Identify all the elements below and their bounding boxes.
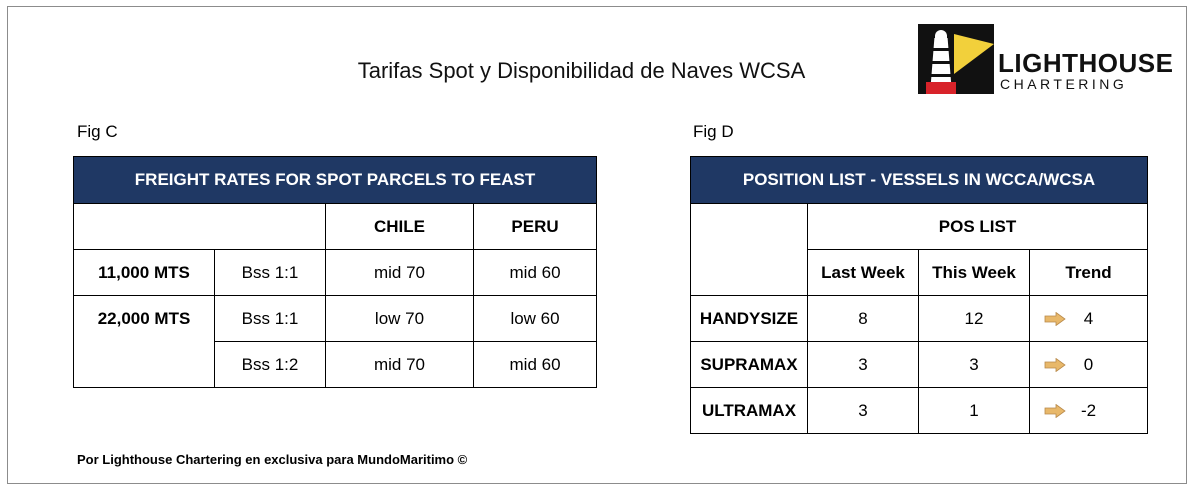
table-row — [74, 296, 597, 342]
trend-cell — [1030, 342, 1148, 388]
table-row — [691, 388, 1148, 434]
column-header-peru: PERU — [474, 204, 597, 250]
column-header-chile: CHILE — [326, 204, 474, 250]
column-header-trend: Trend — [1030, 250, 1148, 296]
chile-rate-cell: mid 70 — [326, 342, 474, 388]
peru-rate-cell: mid 60 — [474, 342, 597, 388]
position-list-table — [690, 156, 1148, 434]
last-week-cell: 3 — [808, 388, 919, 434]
table-row — [74, 250, 597, 296]
vessel-type-cell: HANDYSIZE — [691, 296, 808, 342]
peru-rate-cell: mid 60 — [474, 250, 597, 296]
logo-subtitle: CHARTERING — [1000, 76, 1128, 92]
fig-d-label: Fig D — [693, 122, 734, 141]
chile-rate-cell: mid 70 — [326, 250, 474, 296]
page-title: Tarifas Spot y Disponibilidad de Naves WCSA — [357, 58, 806, 83]
vessel-type-cell: SUPRAMAX — [691, 342, 808, 388]
last-week-cell: 8 — [808, 296, 919, 342]
freight-rates-table — [73, 156, 597, 388]
pos-list-header: POS LIST — [808, 204, 1148, 250]
right-arrow-icon — [1044, 312, 1066, 326]
basis-cell: Bss 1:1 — [215, 250, 326, 296]
table-row — [691, 296, 1148, 342]
right-arrow-icon — [1044, 404, 1066, 418]
basis-cell: Bss 1:1 — [215, 296, 326, 342]
empty-header-cell — [74, 204, 326, 250]
vessel-type-cell: ULTRAMAX — [691, 388, 808, 434]
last-week-cell: 3 — [808, 342, 919, 388]
this-week-cell: 12 — [919, 296, 1030, 342]
logo-wordmark: LIGHTHOUSE — [998, 48, 1174, 78]
trend-cell — [1030, 388, 1148, 434]
peru-rate-cell: low 60 — [474, 296, 597, 342]
size-cell: 22,000 MTS — [74, 296, 215, 388]
lighthouse-logo — [918, 24, 1178, 96]
trend-value: 0 — [1083, 354, 1094, 374]
position-table-heading: POSITION LIST - VESSELS IN WCCA/WCSA — [691, 157, 1148, 204]
this-week-cell: 1 — [919, 388, 1030, 434]
chile-rate-cell: low 70 — [326, 296, 474, 342]
freight-table-heading: FREIGHT RATES FOR SPOT PARCELS TO FEAST — [74, 157, 597, 204]
empty-header-cell — [691, 204, 808, 296]
column-header-this-week: This Week — [919, 250, 1030, 296]
column-header-last-week: Last Week — [808, 250, 919, 296]
lighthouse-icon — [918, 24, 994, 94]
trend-cell — [1030, 296, 1148, 342]
right-arrow-icon — [1044, 358, 1066, 372]
fig-c-label: Fig C — [77, 122, 118, 141]
size-cell: 11,000 MTS — [74, 250, 215, 296]
this-week-cell: 3 — [919, 342, 1030, 388]
trend-value: -2 — [1080, 400, 1097, 420]
trend-value: 4 — [1083, 308, 1094, 328]
footer-credit: Por Lighthouse Chartering en exclusiva para MundoMaritimo © — [77, 452, 468, 467]
basis-cell: Bss 1:2 — [215, 342, 326, 388]
table-row — [691, 342, 1148, 388]
